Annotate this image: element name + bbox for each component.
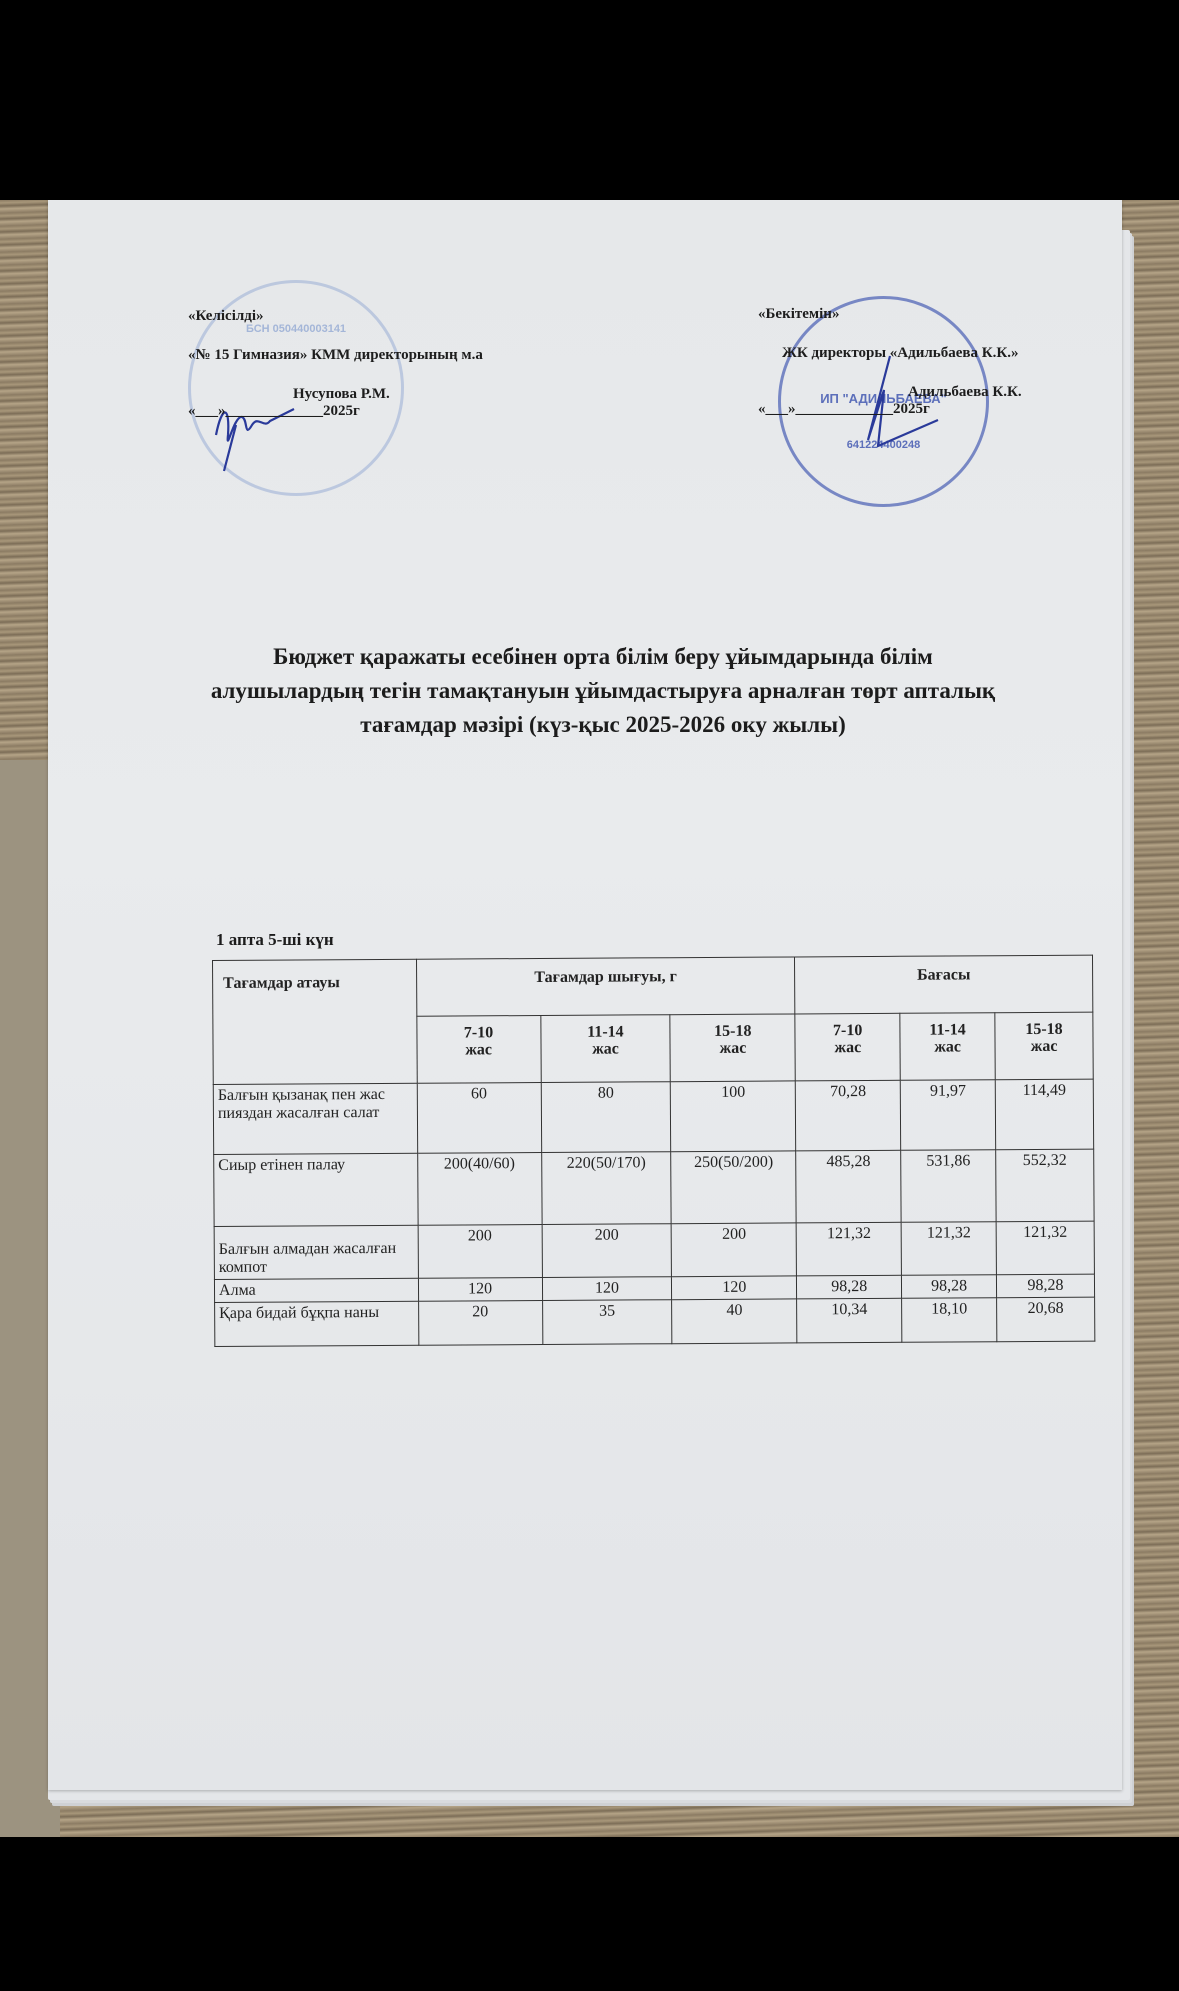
approval-date-left: «___»_____________2025г	[188, 403, 360, 419]
price-cell: 552,32	[996, 1149, 1094, 1222]
dish-name: Балғын алмадан жасалған компот	[214, 1225, 418, 1279]
age-range: 15-18	[1025, 1020, 1063, 1039]
price-cell: 531,86	[901, 1150, 996, 1223]
yield-cell: 20	[418, 1300, 542, 1345]
age-range: 7-10	[832, 1022, 863, 1040]
yield-cell: 220(50/170)	[541, 1152, 671, 1225]
yield-cell: 200	[672, 1223, 797, 1277]
price-cell: 98,28	[797, 1275, 902, 1299]
table-row	[213, 1079, 1093, 1154]
col-group-yield: Тағамдар шығуы, г	[416, 957, 795, 1016]
table-row	[214, 1221, 1094, 1279]
yield-cell: 100	[671, 1081, 796, 1152]
approval-date-right: «___»_____________2025г	[758, 401, 930, 417]
price-cell: 114,49	[995, 1079, 1093, 1150]
approval-org-left: «№ 15 Гимназия» КММ директорының м.а	[188, 347, 483, 363]
price-cell: 98,28	[996, 1274, 1094, 1298]
approval-label-right: «Бекітемін»	[758, 306, 840, 322]
photo-background	[0, 200, 1179, 1837]
approval-org-right: ЖК директоры «Адильбаева К.К.»	[782, 345, 1019, 361]
col-group-price: Бағасы	[795, 955, 1093, 1014]
age-range: 15-18	[714, 1022, 752, 1040]
approval-name-left: Нусупова Р.М.	[293, 386, 390, 402]
approval-name-right: Адильбаева К.К.	[908, 384, 1022, 400]
price-cell: 70,28	[796, 1080, 901, 1151]
right-seal-name: ИП "АДИЛЬБАЕВА"	[820, 391, 947, 406]
day-label: 1 апта 5-ші күн	[216, 930, 334, 949]
age-unit: жас	[719, 1039, 747, 1057]
yield-cell: 250(50/200)	[671, 1151, 796, 1224]
age-unit: жас	[1030, 1037, 1058, 1056]
col-header-price-age	[900, 1013, 995, 1081]
price-cell: 18,10	[902, 1298, 997, 1343]
dish-name: Сиыр етінен палау	[214, 1153, 418, 1226]
age-unit: жас	[465, 1041, 493, 1059]
price-cell: 485,28	[796, 1150, 901, 1223]
yield-cell: 60	[417, 1082, 541, 1153]
yield-cell: 35	[542, 1300, 672, 1345]
approval-block-left	[188, 308, 483, 420]
col-header-yield-age	[417, 1015, 541, 1083]
price-cell: 121,32	[796, 1222, 901, 1276]
table-row	[214, 1149, 1094, 1226]
price-cell: 20,68	[997, 1297, 1095, 1342]
age-unit: жас	[834, 1039, 862, 1057]
price-cell: 91,97	[900, 1080, 995, 1151]
yield-cell: 120	[672, 1276, 797, 1300]
yield-cell: 200(40/60)	[417, 1152, 541, 1225]
age-unit: жас	[592, 1040, 619, 1058]
yield-cell: 200	[418, 1224, 542, 1278]
document-page	[48, 200, 1122, 1790]
approval-block-right	[758, 306, 1022, 418]
approval-label-left: «Келісілді»	[188, 308, 264, 324]
yield-cell: 120	[542, 1277, 672, 1301]
col-header-yield-age	[670, 1014, 795, 1082]
col-header-price-age	[995, 1012, 1093, 1080]
dish-name: Қара бидай бұқпа наны	[215, 1301, 419, 1346]
age-range: 11-14	[587, 1023, 624, 1041]
yield-cell: 80	[541, 1082, 671, 1153]
right-seal-number: 641224400248	[846, 439, 921, 451]
document-title: Бюджет қаражаты есебінен орта білім беру ұйымдарында білім алушылардың тегін тамақтануын ұйымдастыруға арналған төрт апталық тағамдар мәзірі (күз-қыс 2025-2026 оку жылы)	[210, 644, 996, 737]
table-row	[215, 1297, 1095, 1346]
yield-cell: 40	[672, 1299, 797, 1344]
table-header-row	[213, 955, 1093, 1017]
age-unit: жас	[934, 1038, 962, 1056]
dish-name: Алма	[214, 1278, 418, 1302]
price-cell: 121,32	[996, 1221, 1094, 1275]
age-range: 7-10	[463, 1024, 494, 1042]
age-range: 11-14	[929, 1021, 966, 1039]
col-header-price-age	[795, 1013, 900, 1081]
price-cell: 98,28	[902, 1275, 997, 1299]
menu-table	[212, 955, 1095, 1347]
price-cell: 121,32	[901, 1222, 996, 1276]
col-header-yield-age	[540, 1015, 670, 1083]
price-cell: 10,34	[797, 1298, 902, 1343]
left-seal-text: БСН 050440003141	[245, 323, 347, 335]
dish-name: Балғын қызанақ пен жас пияздан жасалған салат	[213, 1083, 417, 1154]
yield-cell: 200	[542, 1224, 672, 1278]
yield-cell: 120	[418, 1277, 542, 1301]
col-header-name: Тағамдар атауы	[213, 959, 417, 1084]
